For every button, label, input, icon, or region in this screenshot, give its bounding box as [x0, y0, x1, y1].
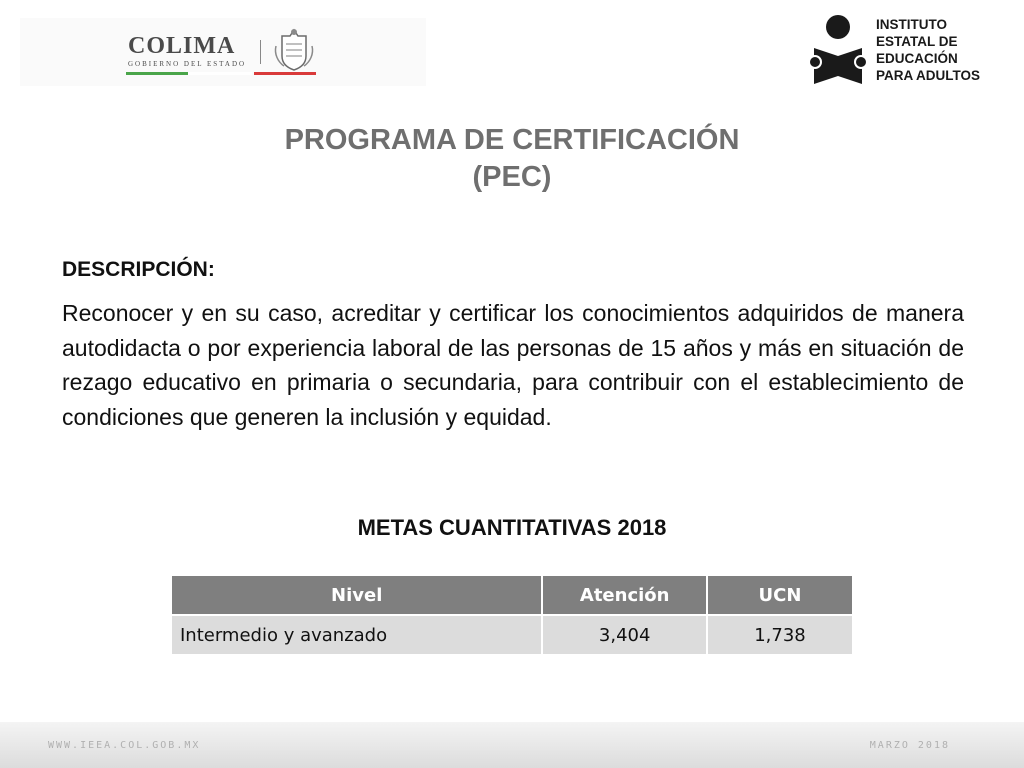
colima-logo-name: COLIMA [128, 33, 236, 59]
column-header-nivel: Nivel [172, 576, 541, 614]
coat-of-arms-icon [272, 26, 316, 72]
ieea-name-line-2: ESTATAL DE [876, 34, 958, 49]
footer-date: MARZO 2018 [869, 740, 950, 751]
flag-stripe-white [188, 72, 252, 75]
slide-title-line-1: PROGRAMA DE CERTIFICACIÓN [284, 124, 740, 156]
metas-heading: METAS CUANTITATIVAS 2018 [357, 515, 667, 540]
ieea-name [876, 16, 1008, 84]
table-row [172, 616, 852, 654]
cell-ucn: 1,738 [708, 616, 852, 654]
slide-title-line-2: (PEC) [472, 161, 552, 193]
colima-logo-subtitle: GOBIERNO DEL ESTADO [128, 60, 247, 68]
footer-url: WWW.IEEA.COL.GOB.MX [48, 740, 201, 751]
metas-table [170, 574, 854, 656]
colima-logo-divider [260, 40, 261, 64]
ieea-name-line-4: PARA ADULTOS [876, 68, 980, 83]
slide-title [0, 122, 1024, 196]
column-header-ucn: UCN [708, 576, 852, 614]
cell-nivel: Intermedio y avanzado [172, 616, 541, 654]
footer [0, 722, 1024, 768]
colima-government-logo [20, 18, 426, 86]
reader-icon [808, 14, 868, 86]
flag-stripe-red [254, 72, 316, 75]
ieea-name-line-1: INSTITUTO [876, 17, 948, 32]
column-header-atencion: Atención [543, 576, 706, 614]
cell-atencion: 3,404 [543, 616, 706, 654]
table-header-row [172, 576, 852, 614]
ieea-name-line-3: EDUCACIÓN [876, 51, 958, 66]
ieea-logo [808, 14, 1008, 90]
description-body: Reconocer y en su caso, acreditar y certificar los conocimientos adquiridos de manera autodidacta o por experiencia laboral de las personas de 15 años y más en situación de rezago educativo en primaria o secundaria, para contribuir con el establecimiento de condiciones que generen la inclusión y equidad. [62, 300, 964, 430]
description-heading: DESCRIPCIÓN: [62, 258, 215, 281]
flag-stripe-green [126, 72, 188, 75]
